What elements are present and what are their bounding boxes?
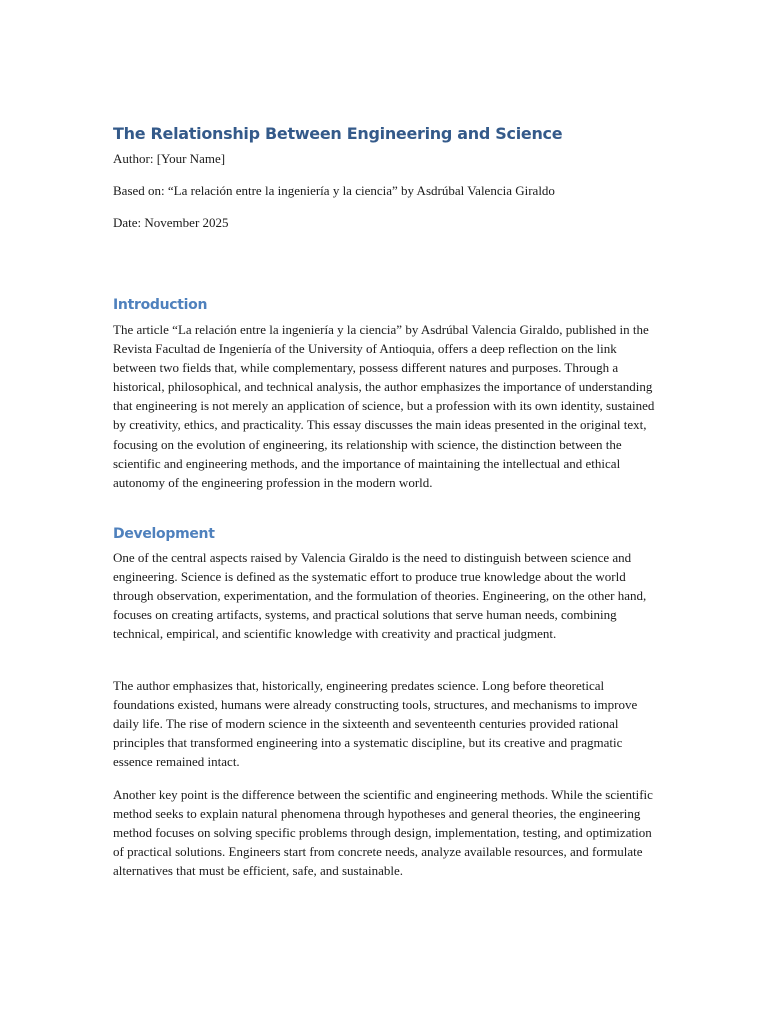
introduction-paragraph: The article “La relación entre la ingeniería y la ciencia” by Asdrúbal Valencia Giraldo, published in the Revista Facultad de Ingeniería of the University of Antioquia, offers a deep reflection on the link between two fields that, while complementary, possess different natures and purposes. Through a historical, philosophical, and technical analysis, the author emphasizes the importance of understanding that engineering is not merely an application of science, but a profession with its own identity, sustained by creativity, ethics, and practicality. This essay discusses the main ideas presented in the original text, focusing on the evolution of engineering, its relationship with science, the distinction between the scientific and engineering methods, and the importance of maintaining the intellectual and ethical autonomy of the engineering profession in the modern world.: [113, 322, 655, 490]
development-paragraph-2: The author emphasizes that, historically, engineering predates science. Long before theoretical foundations existed, humans were already constructing tools, structures, and mechanisms to improve daily life. The rise of modern science in the sixteenth and seventeenth centuries provided rational principles that transformed engineering into a systematic discipline, but its creative and pragmatic essence remained intact.: [113, 678, 638, 770]
development-heading: Development: [113, 526, 215, 542]
development-paragraph-3: Another key point is the difference between the scientific and engineering methods. While the scientific method seeks to explain natural phenomena through hypotheses and general theories, the engineering method focuses on solving specific problems through design, implementation, testing, and optimization of practical solutions. Engineers start from concrete needs, analyze available resources, and formulate alternatives that must be efficient, safe, and sustainable.: [113, 787, 653, 879]
development-paragraph-1: One of the central aspects raised by Valencia Giraldo is the need to distinguish between science and engineering. Science is defined as the systematic effort to produce true knowledge about the world through observation, experimentation, and the formulation of theories. Engineering, on the other hand, focuses on creating artifacts, systems, and practical solutions that serve human needs, combining technical, empirical, and scientific knowledge with creativity and practical judgment.: [113, 550, 647, 642]
introduction-heading: Introduction: [113, 297, 208, 313]
author-line: Author: [Your Name]: [113, 151, 226, 166]
date-line: Date: November 2025: [113, 215, 229, 230]
document-title: The Relationship Between Engineering and Science: [113, 124, 563, 143]
based-on-line: Based on: “La relación entre la ingeniería y la ciencia” by Asdrúbal Valencia Giraldo: [113, 183, 555, 198]
